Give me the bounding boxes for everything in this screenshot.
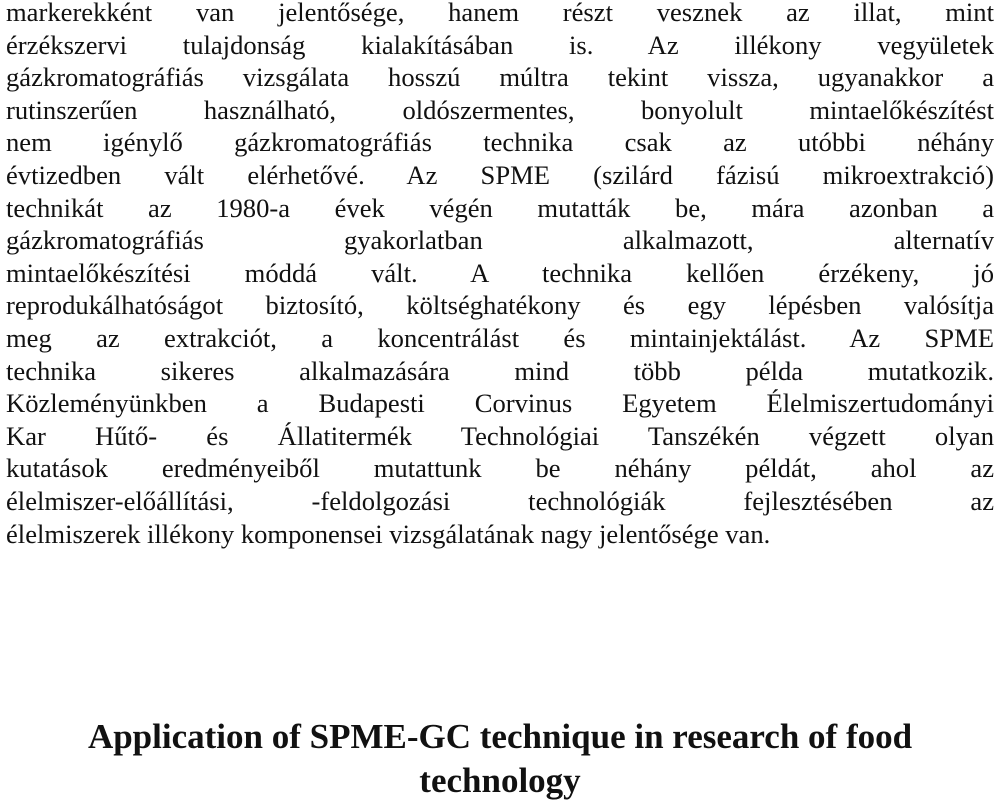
- abstract-line-17: élelmiszerek illékony komponensei vizsgálatának nagy jelentősége van.: [6, 518, 771, 549]
- abstract-line-2: érzékszervi tulajdonság kialakításában is. Az illékony vegyületek: [6, 29, 994, 60]
- abstract-line-8: gázkromatográfiás gyakorlatban alkalmazott, alternatív: [6, 225, 994, 256]
- abstract-line-9: mintaelőkészítési móddá vált. A technika kellően érzékeny, jó: [6, 257, 994, 288]
- paper-page: [6, 0, 994, 801]
- abstract-line-14: Kar Hűtő- és Állatitermék Technológiai Tanszékén végzett olyan: [6, 420, 994, 451]
- abstract-line-5: nem igénylő gázkromatográfiás technika csak az utóbbi néhány: [6, 127, 994, 158]
- abstract-line-12: technika sikeres alkalmazására mind több példa mutatkozik.: [6, 355, 994, 386]
- abstract-line-1: markerekként van jelentősége, hanem részt vesznek az illat, mint: [6, 0, 994, 27]
- english-title: Application of SPME-GC technique in research of food technology: [87, 717, 913, 801]
- abstract-line-16: élelmiszer-előállítási, -feldolgozási technológiák fejlesztésében az: [6, 485, 994, 516]
- abstract-line-13: Közleményünkben a Budapesti Corvinus Egyetem Élelmiszertudományi: [6, 388, 994, 419]
- abstract-line-3: gázkromatográfiás vizsgálata hosszú múltra tekint vissza, ugyanakkor a: [6, 62, 994, 93]
- abstract-line-11: meg az extrakciót, a koncentrálást és mintainjektálást. Az SPME: [6, 322, 994, 353]
- abstract-line-4: rutinszerűen használható, oldószermentes, bonyolult mintaelőkészítést: [6, 94, 994, 125]
- abstract-line-6: évtizedben vált elérhetővé. Az SPME (szilárd fázisú mikroextrakció): [6, 159, 994, 190]
- abstract-line-15: kutatások eredményeiből mutattunk be néhány példát, ahol az: [6, 453, 994, 484]
- abstract-line-10: reprodukálhatóságot biztosító, költséghatékony és egy lépésben valósítja: [6, 290, 994, 321]
- abstract-paragraph: [6, 0, 994, 550]
- abstract-line-7: technikát az 1980-a évek végén mutatták be, mára azonban a: [6, 192, 994, 223]
